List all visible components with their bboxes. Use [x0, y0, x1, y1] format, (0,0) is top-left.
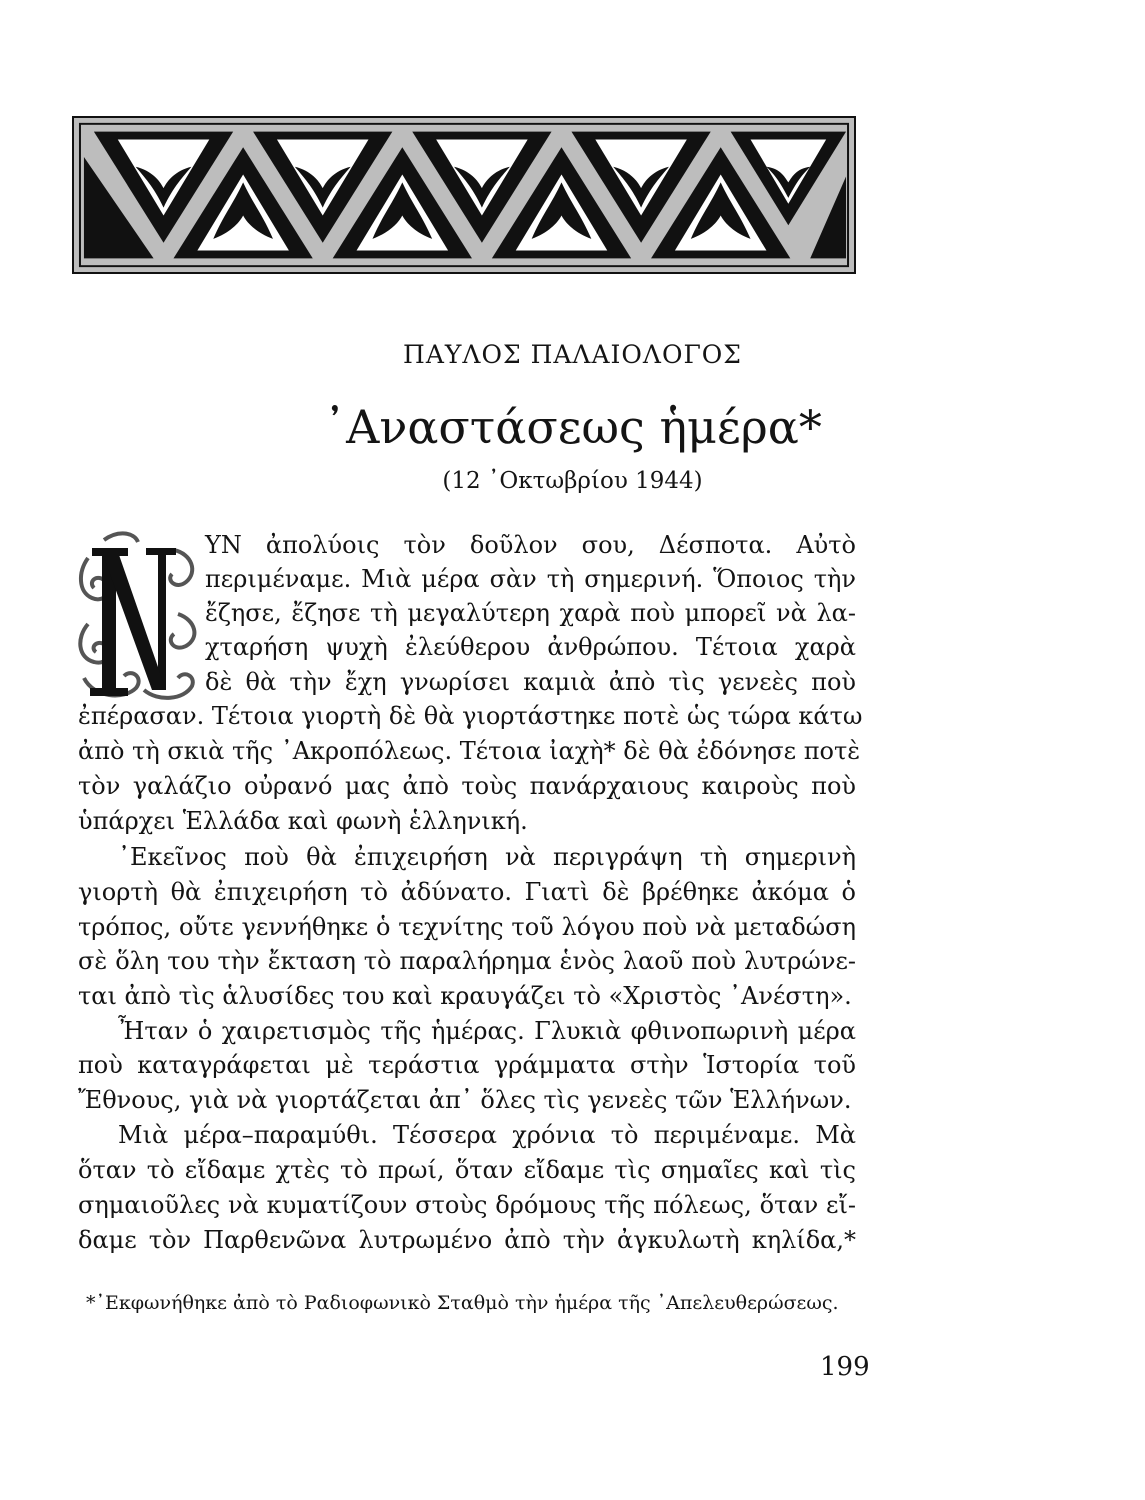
body-line: χταρήση ψυχὴ ἐλεύθερου ἀνθρώπου. Τέτοια χαρὰ [205, 633, 856, 661]
ornament-pattern [74, 118, 854, 272]
body-line: Ἔθνους, γιὰ νὰ γιορτάζεται ἀπ᾿ ὅλες τὶς γενεὲς τῶν Ἑλλήνων. [78, 1086, 852, 1114]
body-line: ὅταν τὸ εἴδαμε χτὲς τὸ πρωί, ὅταν εἴδαμε τὶς σημαῖες καὶ τὶς [78, 1156, 856, 1184]
body-line: ΥΝ ἀπολύοις τὸν δοῦλον σου, Δέσποτα. Αὐτὸ [205, 531, 856, 559]
body-line: δὲ θὰ τὴν ἔχη γνωρίσει καμιὰ ἀπὸ τὶς γενεὲς ποὺ [205, 668, 856, 696]
body-line: σὲ ὅλη του τὴν ἔκταση τὸ παραλήρημα ἑνὸς λαοῦ ποὺ λυτρώνε- [78, 947, 856, 975]
body-line: ἔζησε, ἔζησε τὴ μεγαλύτερη χαρὰ ποὺ μπορεῖ νὰ λα- [205, 599, 856, 627]
body-line: τρόπος, οὔτε γεννήθηκε ὁ τεχνίτης τοῦ λόγου ποὺ νὰ μεταδώση [78, 913, 856, 941]
body-line [78, 1120, 856, 1152]
footnote: *᾿Εκφωνήθηκε ἀπὸ τὸ Ραδιοφωνικὸ Σταθμὸ τὴν ἡμέρα τῆς ᾿Απελευθερώσεως. [86, 1292, 839, 1314]
author-name: ΠΑΥΛΟΣ ΠΑΛΑΙΟΛΟΓΟΣ [403, 340, 742, 369]
dropcap [74, 528, 202, 704]
page-title: ᾿Αναστάσεως ἡμέρα* [323, 400, 822, 454]
body-line: δαμε τὸν Παρθενῶνα λυτρωμένο ἀπὸ τὴν ἀγκυλωτὴ κηλίδα,* [78, 1226, 856, 1254]
page-number: 199 [820, 1352, 870, 1382]
dropcap-ornament-icon [74, 528, 202, 704]
body-line: ἀπὸ τὴ σκιὰ τῆς ᾿Ακροπόλεως. Τέτοια ἰαχὴ* δὲ θὰ ἐδόνησε ποτὲ [78, 737, 861, 765]
body-line: ται ἀπὸ τὶς ἁλυσίδες του καὶ κραυγάζει τὸ «Χριστὸς ᾿Ανέστη». [78, 982, 852, 1010]
body-line: ποὺ καταγράφεται μὲ τεράστια γράμματα στὴν Ἱστορία τοῦ [78, 1051, 856, 1079]
body-line: τὸν γαλάζιο οὐρανό μας ἀπὸ τοὺς πανάρχαιους καιροὺς ποὺ [78, 772, 856, 800]
body-line: ἐπέρασαν. Τέτοια γιορτὴ δὲ θὰ γιορτάστηκε ποτὲ ὡς τώρα κάτω [78, 702, 863, 730]
ornamental-banner [72, 116, 856, 274]
body-line-text: Ἦταν ὁ χαιρετισμὸς τῆς ἡμέρας. Γλυκιὰ φθινοπωρινὴ μέρα [118, 1017, 856, 1045]
body-line: περιμέναμε. Μιὰ μέρα σὰν τὴ σημερινή. Ὅποιος τὴν [205, 565, 856, 593]
body-line: σημαιοῦλες νὰ κυματίζουν στοὺς δρόμους τῆς πόλεως, ὅταν εἴ- [78, 1191, 856, 1219]
date-subtitle: (12 ᾿Οκτωβρίου 1944) [442, 468, 703, 494]
body-line [78, 1016, 856, 1048]
body-line-text: Μιὰ μέρα–παραμύθι. Τέσσερα χρόνια τὸ περιμέναμε. Μὰ [118, 1121, 856, 1149]
body-line: γιορτὴ θὰ ἐπιχειρήση τὸ ἀδύνατο. Γιατὶ δὲ βρέθηκε ἀκόμα ὁ [78, 878, 856, 906]
body-line [78, 842, 856, 874]
body-line: ὑπάρχει Ἑλλάδα καὶ φωνὴ ἑλληνική. [78, 807, 528, 835]
body-line-text: ᾿Εκεῖνος ποὺ θὰ ἐπιχειρήση νὰ περιγράψη τὴ σημερινὴ [118, 843, 856, 871]
